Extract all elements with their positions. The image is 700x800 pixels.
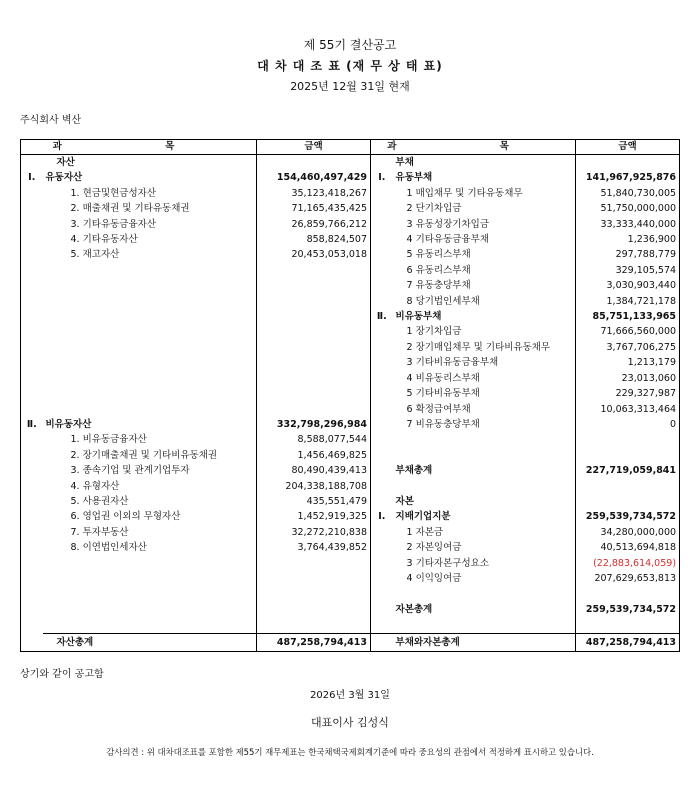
right-section-marker [371, 494, 393, 509]
left-section-marker: Ⅰ. [21, 170, 43, 185]
total-assets-label: 자산총계 [43, 633, 257, 651]
left-item-label: 비유동자산 [45, 418, 92, 430]
right-item-amount: 229,327,987 [576, 386, 680, 401]
table-row [21, 278, 680, 293]
right-section-marker [371, 324, 393, 339]
table-row [21, 494, 680, 509]
table-row [21, 155, 680, 171]
right-item-label [393, 448, 576, 463]
right-item-amount [576, 432, 680, 447]
right-item-amount: 51,840,730,005 [576, 186, 680, 201]
announcement-date: 2026년 3월 31일 [310, 690, 390, 701]
right-item-label: 7 비유동충당부채 [406, 418, 480, 430]
left-item-label: 4. 기타유동자산 [70, 234, 138, 246]
right-item-amount: 0 [576, 417, 680, 432]
right-item-amount: 71,666,560,000 [576, 324, 680, 339]
right-item-amount [576, 448, 680, 463]
right-item-label: 지배기업지분 [395, 511, 451, 523]
left-section-marker [21, 247, 43, 262]
right-section-marker [371, 448, 393, 463]
table-row [21, 170, 680, 185]
left-item-amount [257, 278, 371, 293]
left-section-marker [21, 217, 43, 232]
right-item-label: 1 매입채무 및 기타유동채무 [406, 187, 523, 199]
table-header-row [21, 140, 680, 155]
audit-opinion: 감사의견 : 위 대차대조표를 포함한 제55기 재무제표는 한국채택국제회계기준에 따라 중요성의 관점에서 적정하게 표시하고 있습니다. [106, 747, 594, 757]
ceo-name: 대표이사 김성식 [311, 716, 389, 729]
left-item-label [43, 386, 257, 401]
left-item-label: 5. 사용권자산 [70, 495, 129, 507]
right-item-amount: 329,105,574 [576, 263, 680, 278]
right-section-marker [371, 417, 393, 432]
right-item-amount [576, 586, 680, 601]
total-liabilities-equity-label: 부채와자본총계 [393, 633, 576, 651]
right-section-marker: Ⅰ. [371, 509, 393, 524]
left-item-amount: 71,165,435,425 [257, 201, 371, 216]
left-item-label: 1. 비유동금융자산 [70, 434, 147, 446]
left-section-marker [21, 479, 43, 494]
left-section-marker [21, 432, 43, 447]
left-section-marker: Ⅱ. [21, 417, 43, 432]
right-item-label: 8 당기법인세부채 [406, 295, 480, 307]
left-section-marker [21, 386, 43, 401]
table-row [21, 617, 680, 633]
right-item-label: 유동부채 [395, 172, 433, 184]
left-item-label: 4. 유형자산 [70, 480, 120, 492]
left-item-amount: 1,452,919,325 [257, 509, 371, 524]
left-amount-header: 금액 [257, 140, 371, 155]
right-item-label: 4 비유동리스부채 [406, 372, 480, 384]
left-item-amount: 1,456,469,825 [257, 448, 371, 463]
right-section-marker [371, 602, 393, 617]
table-row [21, 417, 680, 432]
left-item-amount [257, 617, 371, 633]
left-item-label [43, 402, 257, 417]
table-row [21, 586, 680, 601]
right-item-amount: 141,967,925,876 [576, 170, 680, 185]
right-section-marker [371, 232, 393, 247]
left-section-marker [21, 371, 43, 386]
right-section-marker [371, 540, 393, 555]
right-item-label: 6 유동리스부채 [406, 264, 471, 276]
right-item-amount: 1,384,721,178 [576, 294, 680, 309]
right-section-marker [371, 371, 393, 386]
right-item-label: 부채총계 [395, 465, 433, 477]
left-section-marker [21, 232, 43, 247]
left-section-marker [21, 448, 43, 463]
left-section-marker [21, 155, 43, 171]
left-section-marker [21, 309, 43, 324]
right-item-amount: 40,513,694,818 [576, 540, 680, 555]
right-section-marker [371, 278, 393, 293]
left-item-label [43, 602, 257, 617]
document-title: 대 차 대 조 표 (재 무 상 태 표) [257, 59, 443, 73]
notice-title: 제 55기 결산공고 [303, 38, 397, 52]
left-item-amount [257, 324, 371, 339]
right-item-amount: 259,539,734,572 [576, 509, 680, 524]
left-item-amount [257, 294, 371, 309]
right-item-amount: 3,767,706,275 [576, 340, 680, 355]
table-row [21, 509, 680, 524]
table-row [21, 263, 680, 278]
right-item-label: 5 기타비유동부채 [406, 388, 480, 400]
table-row [21, 324, 680, 339]
right-item-label: 2 장기매입채무 및 기타비유동채무 [406, 341, 551, 353]
right-item-amount: 259,539,734,572 [576, 602, 680, 617]
right-section-marker [371, 355, 393, 370]
company-name: 주식회사 벽산 [20, 115, 82, 126]
table-row [21, 525, 680, 540]
right-item-label: 5 유동리스부채 [406, 249, 471, 261]
right-item-label: 3 기타자본구성요소 [406, 557, 489, 569]
right-section-marker [371, 432, 393, 447]
table-row [21, 540, 680, 555]
left-item-label [43, 309, 257, 324]
right-section-marker [371, 201, 393, 216]
right-item-label: 자본총계 [395, 603, 433, 615]
left-item-amount [257, 571, 371, 586]
right-item-amount: 1,236,900 [576, 232, 680, 247]
right-section-marker [371, 340, 393, 355]
table-row [21, 463, 680, 478]
left-item-amount [257, 402, 371, 417]
table-row [21, 247, 680, 262]
left-section-marker [21, 355, 43, 370]
left-item-label [43, 278, 257, 293]
right-item-label: 2 자본잉여금 [406, 542, 462, 554]
left-item-label: 7. 투자부동산 [70, 526, 129, 538]
left-item-amount [257, 340, 371, 355]
right-section-marker [371, 155, 393, 171]
total-liabilities-equity-amount: 487,258,794,413 [576, 633, 680, 651]
left-item-amount [257, 371, 371, 386]
right-item-amount: 34,280,000,000 [576, 525, 680, 540]
left-section-marker [21, 278, 43, 293]
table-row [21, 432, 680, 447]
left-section-marker [21, 540, 43, 555]
right-section-marker [371, 479, 393, 494]
left-item-amount: 35,123,418,267 [257, 186, 371, 201]
right-item-label: 6 확정급여부채 [406, 403, 471, 415]
left-item-amount: 32,272,210,838 [257, 525, 371, 540]
right-item-label [393, 617, 576, 633]
right-item-label [393, 479, 576, 494]
left-item-label [43, 371, 257, 386]
right-item-label: 3 유동성장기차입금 [406, 218, 489, 230]
left-section-marker [21, 556, 43, 571]
left-item-label: 6. 영업권 이외의 무형자산 [70, 511, 181, 523]
table-row [21, 602, 680, 617]
table-row [21, 556, 680, 571]
left-item-amount: 204,338,188,708 [257, 479, 371, 494]
right-section-marker [371, 386, 393, 401]
right-amount-header: 금액 [576, 140, 680, 155]
left-section-marker [21, 617, 43, 633]
right-item-amount: 23,013,060 [576, 371, 680, 386]
right-item-label: 4 기타유동금융부채 [406, 234, 489, 246]
right-item-amount [576, 155, 680, 171]
left-item-label [43, 617, 257, 633]
table-row [21, 386, 680, 401]
right-item-amount: 3,030,903,440 [576, 278, 680, 293]
left-item-amount: 8,588,077,544 [257, 432, 371, 447]
right-item-label: 부채 [395, 157, 414, 168]
right-item-label: 3 기타비유동금융부채 [406, 357, 499, 369]
table-row [21, 201, 680, 216]
left-item-amount: 858,824,507 [257, 232, 371, 247]
right-section-marker [371, 247, 393, 262]
right-section-marker [371, 617, 393, 633]
left-item-amount: 20,453,053,018 [257, 247, 371, 262]
left-item-amount [257, 309, 371, 324]
table-row [21, 355, 680, 370]
right-item-label: 7 유동충당부채 [406, 280, 471, 292]
left-item-label [43, 355, 257, 370]
total-assets-amount: 487,258,794,413 [257, 633, 371, 651]
right-item-header: 과 목 [371, 140, 576, 155]
right-item-amount: 10,063,313,464 [576, 402, 680, 417]
table-row [21, 217, 680, 232]
right-section-marker: Ⅰ. [371, 170, 393, 185]
table-body [21, 155, 680, 634]
table-row [21, 232, 680, 247]
left-item-amount: 3,764,439,852 [257, 540, 371, 555]
left-item-label: 2. 장기매출채권 및 기타비유동채권 [70, 449, 218, 461]
left-item-label [43, 586, 257, 601]
left-item-amount: 80,490,439,413 [257, 463, 371, 478]
left-item-label [43, 571, 257, 586]
right-section-marker [371, 217, 393, 232]
as-of-date: 2025년 12월 31일 현재 [290, 80, 410, 93]
left-item-amount [257, 155, 371, 171]
right-item-label [393, 432, 576, 447]
left-item-amount [257, 355, 371, 370]
table-row [21, 309, 680, 324]
right-item-amount [576, 617, 680, 633]
left-section-marker [21, 294, 43, 309]
right-item-amount: 1,213,179 [576, 355, 680, 370]
table-row [21, 186, 680, 201]
right-section-marker [371, 556, 393, 571]
left-item-label [43, 556, 257, 571]
right-item-amount: 227,719,059,841 [576, 463, 680, 478]
right-item-amount: 297,788,779 [576, 247, 680, 262]
table-row [21, 402, 680, 417]
left-item-label: 자산 [56, 157, 75, 168]
left-section-marker [21, 571, 43, 586]
left-section-marker [21, 340, 43, 355]
right-item-amount [576, 479, 680, 494]
right-item-label: 자본 [395, 495, 414, 507]
right-item-label [393, 586, 576, 601]
left-item-label: 5. 재고자산 [70, 249, 120, 261]
left-item-label [43, 294, 257, 309]
left-item-label: 8. 이연법인세자산 [70, 542, 147, 554]
left-item-amount: 332,798,296,984 [257, 417, 371, 432]
left-item-amount [257, 263, 371, 278]
right-item-label: 비유동부채 [395, 311, 442, 323]
left-item-label: 2. 매출채권 및 기타유동채권 [70, 203, 190, 215]
left-section-marker [21, 494, 43, 509]
right-section-marker [371, 186, 393, 201]
table-row [21, 371, 680, 386]
left-section-marker [21, 324, 43, 339]
right-section-marker: Ⅱ. [371, 309, 393, 324]
left-item-amount: 154,460,497,429 [257, 170, 371, 185]
right-item-label: 1 장기차입금 [406, 326, 462, 338]
announcement-note: 상기와 같이 공고함 [20, 669, 104, 680]
right-section-marker [371, 586, 393, 601]
right-item-amount: 85,751,133,965 [576, 309, 680, 324]
left-section-marker [21, 525, 43, 540]
table-row [21, 571, 680, 586]
right-item-amount [576, 494, 680, 509]
left-section-marker [21, 201, 43, 216]
left-section-marker [21, 186, 43, 201]
left-item-label: 1. 현금및현금성자산 [70, 187, 156, 199]
right-item-amount: 51,750,000,000 [576, 201, 680, 216]
right-section-marker [371, 525, 393, 540]
left-item-header: 과 목 [21, 140, 257, 155]
right-item-amount: 207,629,653,813 [576, 571, 680, 586]
table-row [21, 479, 680, 494]
left-section-marker [21, 509, 43, 524]
left-item-label [43, 324, 257, 339]
left-section-marker [21, 463, 43, 478]
left-section-marker [21, 586, 43, 601]
right-item-label: 4 이익잉여금 [406, 572, 462, 584]
right-section-marker [371, 571, 393, 586]
right-item-amount: (22,883,614,059) [576, 556, 680, 571]
table-row [21, 340, 680, 355]
left-section-marker [21, 402, 43, 417]
table-row [21, 448, 680, 463]
left-item-label: 3. 기타유동금융자산 [70, 218, 156, 230]
right-item-amount: 33,333,440,000 [576, 217, 680, 232]
left-item-label: 3. 종속기업 및 관계기업투자 [70, 465, 190, 477]
totals-row [21, 633, 680, 651]
left-item-amount [257, 602, 371, 617]
right-section-marker [371, 263, 393, 278]
left-item-amount [257, 556, 371, 571]
left-item-amount [257, 386, 371, 401]
right-section-marker [371, 294, 393, 309]
left-item-amount [257, 586, 371, 601]
left-item-amount: 435,551,479 [257, 494, 371, 509]
left-section-marker [21, 263, 43, 278]
right-item-label: 2 단기차입금 [406, 203, 462, 215]
left-item-label [43, 263, 257, 278]
left-item-label [43, 340, 257, 355]
balance-sheet-table [20, 139, 680, 652]
left-item-amount: 26,859,766,212 [257, 217, 371, 232]
left-section-marker [21, 602, 43, 617]
right-section-marker [371, 402, 393, 417]
table-row [21, 294, 680, 309]
right-section-marker [371, 463, 393, 478]
left-item-label: 유동자산 [45, 172, 83, 184]
right-item-label: 1 자본금 [406, 526, 444, 538]
